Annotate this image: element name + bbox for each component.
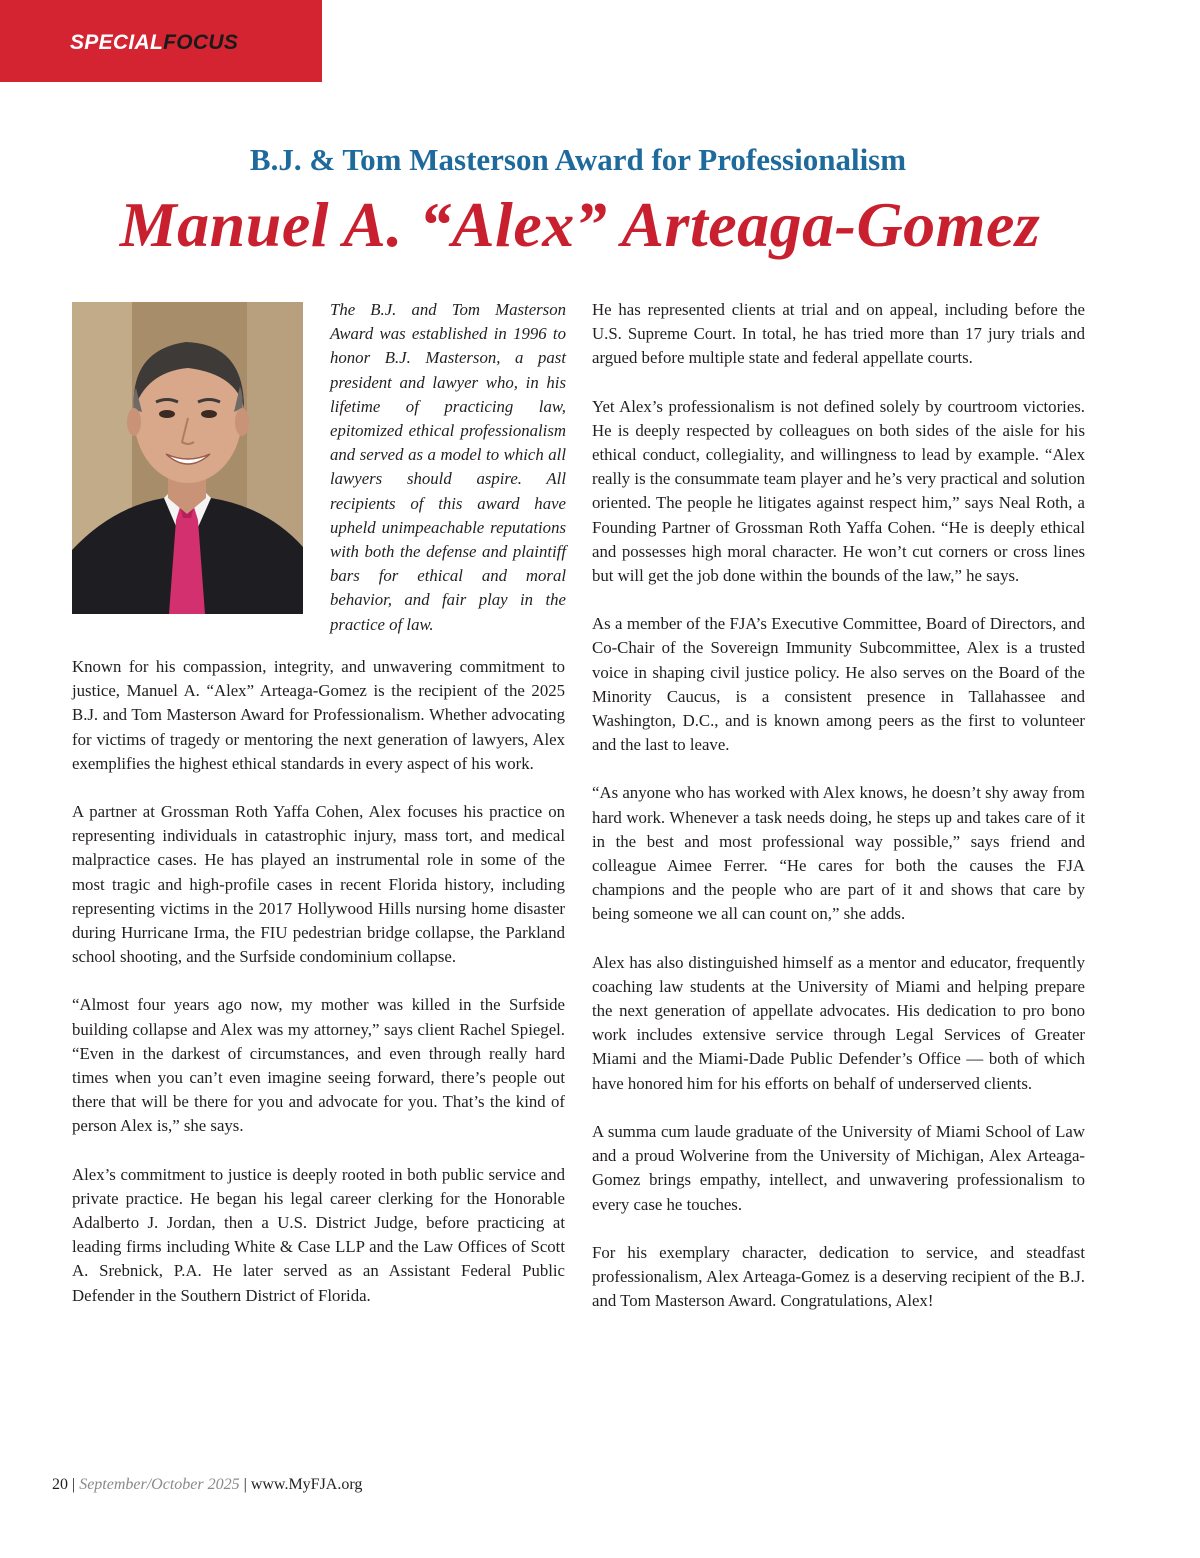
right-article-column (592, 298, 1085, 1337)
article-paragraph: Known for his compassion, integrity, and unwavering commitment to justice, Manuel A. “Alex” Arteaga-Gomez is the recipient of the 2025 B.J. and Tom Masterson Award for Professionalism. Whether advocating for victims of tragedy or mentoring the next generation of lawyers, Alex exemplifies the highest ethical standards in every aspect of his work. (72, 657, 565, 773)
honoree-name: Manuel A. “Alex” Arteaga-Gomez (119, 189, 1041, 260)
article-paragraph: Alex’s commitment to justice is deeply rooted in both public service and private practice. He began his legal career clerking for the Honorable Adalberto J. Jordan, then a U.S. District Judge, before practicing at leading firms including White & Case LLP and the Law Offices of Scott A. Srebnick, P.A. He later served as an Assistant Federal Public Defender in the Southern District of Florida. (72, 1164, 565, 1305)
page-footer (52, 1476, 362, 1494)
article-paragraph: For his exemplary character, dedication to service, and steadfast professionalism, Alex Arteaga-Gomez is a deserving recipient of the B.J. and Tom Masterson Award. Congratulations, Alex! (592, 1242, 1085, 1311)
article-paragraph: As a member of the FJA’s Executive Committee, Board of Directors, and Co-Chair of the Sovereign Immunity Subcommittee, Alex is a trusted voice in shaping civil justice policy. He also serves on the Board of the Minority Caucus, is a consistent presence in Tallahassee and Washington, D.C., and is known among peers as the first to volunteer and the last to leave. (592, 614, 1085, 755)
portrait-photo (72, 302, 303, 614)
section-tag-banner (0, 0, 322, 82)
award-intro-text: The B.J. and Tom Masterson Award was established in 1996 to honor B.J. Masterson, a past president and lawyer who, in his lifetime of practicing law, epitomized ethical professionalism and served as a model to which all lawyers should aspire. All recipients of this award have upheld unimpeachable reputations with both the defense and plaintiff bars for ethical and moral behavior, and fair play in the practice of law. (330, 300, 566, 634)
page-number: 20 (52, 1476, 68, 1493)
article-paragraph: Alex has also distinguished himself as a mentor and educator, frequently coaching law students at the University of Miami and helping prepare the next generation of appellate advocates. His dedication to pro bono work includes extensive service through Legal Services of Greater Miami and the Miami-Dade Public Defender’s Office — both of which have honored him for his efforts on behalf of underserved clients. (592, 952, 1085, 1093)
article-paragraph: Yet Alex’s professionalism is not defined solely by courtroom victories. He is deeply respected by colleagues on both sides of the aisle for his ethical conduct, collegiality, and willingness to lead by example. “Alex really is the consummate team player and he’s very practical and solution oriented. The people he litigates against respect him,” says Neal Roth, a Founding Partner of Grossman Roth Yaffa Cohen. “He is deeply ethical and possesses high moral character. He won’t cut corners or cross lines but will get the job done within the bounds of the law,” he says. (592, 396, 1085, 586)
section-tag-label (70, 31, 238, 55)
footer-separator: | (72, 1476, 76, 1493)
section-tag-part1: SPECIAL (70, 31, 164, 54)
article-paragraph: “Almost four years ago now, my mother was killed in the Surfside building collapse and Alex was my attorney,” says client Rachel Spiegel. “Even in the darkest of circumstances, and even through really hard times when you can’t even imagine seeing forward, there’s people out there that will be there for you and advocate for you. That’s the kind of person Alex is,” she says. (72, 995, 565, 1136)
article-paragraph: A partner at Grossman Roth Yaffa Cohen, Alex focuses his practice on representing individuals in catastrophic injury, mass tort, and medical malpractice cases. He has played an instrumental role in some of the most tragic and high-profile cases in recent Florida history, including representing victims in the 2017 Hollywood Hills nursing home disaster during Hurricane Irma, the FIU pedestrian bridge collapse, the Parkland school shooting, and the Surfside condominium collapse. (72, 802, 565, 967)
portrait-illustration (72, 302, 303, 614)
article-paragraph: “As anyone who has worked with Alex knows, he doesn’t shy away from hard work. Whenever a task needs doing, he steps up and takes care of it in the best and most professional way possible,” says friend and colleague Aimee Ferrer. “He cares for both the causes the FJA champions and the people who are part of it and shows that care by being someone we all can count on,” she adds. (592, 783, 1085, 924)
award-title: B.J. & Tom Masterson Award for Professionalism (249, 142, 907, 177)
section-tag-part2: FOCUS (163, 31, 239, 54)
footer-separator: | (243, 1476, 247, 1493)
issue-date: September/October 2025 (79, 1476, 240, 1493)
left-article-column (72, 655, 565, 1332)
article-paragraph: A summa cum laude graduate of the University of Miami School of Law and a proud Wolverine from the University of Michigan, Alex Arteaga-Gomez brings empathy, intellect, and unwavering professionalism to every case he touches. (592, 1121, 1085, 1214)
website-link[interactable]: www.MyFJA.org (250, 1476, 363, 1493)
article-paragraph: He has represented clients at trial and on appeal, including before the U.S. Supreme Court. In total, he has tried more than 17 jury trials and argued before multiple state and federal appellate courts. (592, 300, 1085, 368)
